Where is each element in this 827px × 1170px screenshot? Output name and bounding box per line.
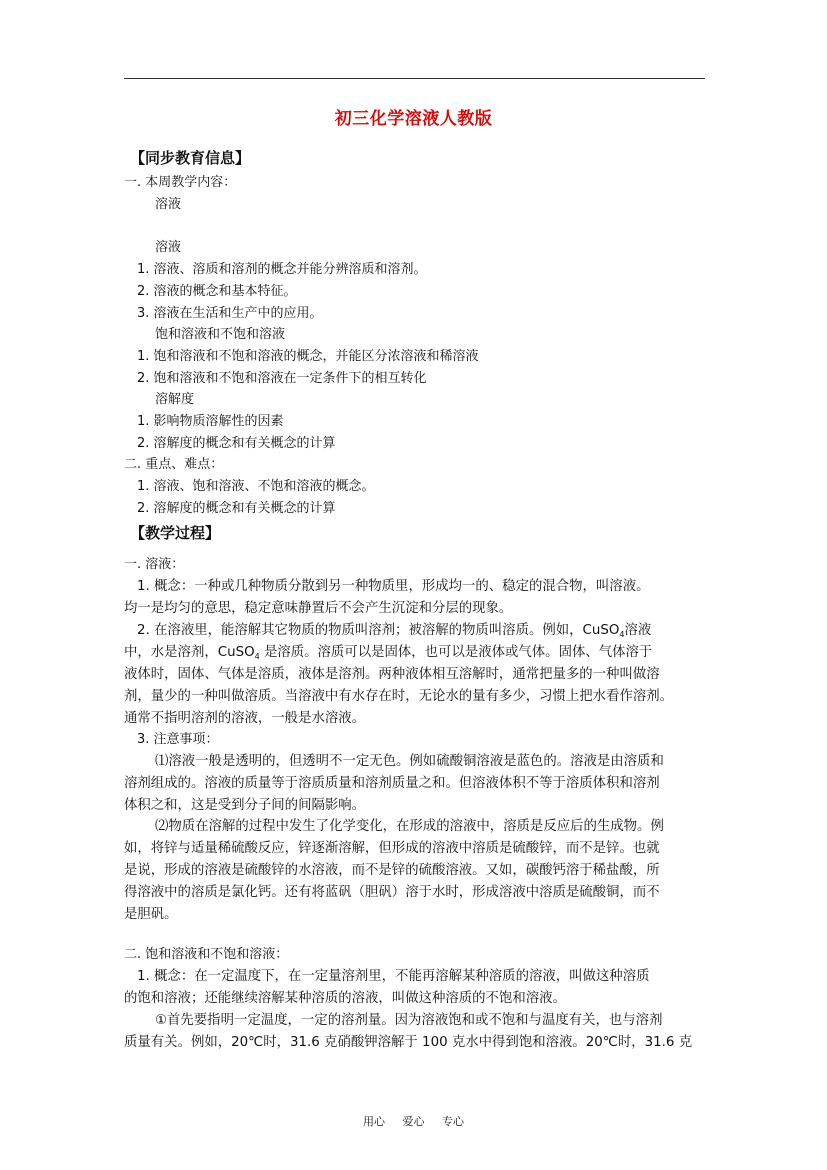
subtopic-heading: 溶液	[155, 240, 182, 255]
section-heading: 二. 重点、难点：	[124, 457, 224, 472]
footer-text: 用心	[363, 1115, 385, 1128]
paragraph-line: 溶剂组成的。溶液的质量等于溶质质量和溶剂质量之和。但溶液体积不等于溶质体积和溶剂	[124, 776, 660, 791]
info-heading: 【同步教育信息】	[130, 149, 251, 167]
section-heading: 二. 饱和溶液和不饱和溶液：	[124, 947, 289, 962]
list-item: 2. 溶解度的概念和有关概念的计算	[137, 501, 336, 516]
footer-text: 专心	[442, 1115, 464, 1128]
page-footer	[0, 1113, 827, 1129]
paragraph-line: 1. 概念：一种或几种物质分散到另一种物质里，形成均一的、稳定的混合物，叫溶液。	[137, 579, 650, 594]
subtopic-heading: 溶解度	[155, 392, 195, 407]
paragraph-line: 2. 在溶液里，能溶解其它物质的物质叫溶剂；被溶解的物质叫溶质。例如，CuSO$_4$溶液	[137, 623, 652, 639]
paragraph-line: ⑴溶液一般是透明的，但透明不一定无色。例如硫酸铜溶液是蓝色的。溶液是由溶质和	[155, 754, 664, 769]
paragraph-line: 剂，量少的一种叫做溶质。当溶液中有水存在时，无论水的量有多少，习惯上把水看作溶剂。	[124, 689, 674, 704]
list-item: 1. 溶液、溶质和溶剂的概念并能分辨溶质和溶剂。	[137, 262, 427, 277]
section-heading: 一. 溶液：	[124, 557, 185, 572]
paragraph-line: 是说，形成的溶液是硫酸锌的水溶液，而不是锌的硫酸溶液。又如，碳酸钙溶于稀盐酸，所	[124, 863, 660, 878]
paragraph-line: 如，将锌与适量稀硫酸反应，锌逐渐溶解，但形成的溶液中溶质是硫酸锌，而不是锌。也就	[124, 841, 660, 856]
paragraph-line: ①首先要指明一定温度，一定的溶剂量。因为溶液饱和或不饱和与温度有关，也与溶剂	[155, 1013, 663, 1028]
subtopic-heading: 饱和溶液和不饱和溶液	[155, 327, 286, 342]
section-heading: 一. 本周教学内容：	[124, 175, 237, 190]
list-item: 3. 注意事项：	[137, 732, 219, 747]
page-title: 初三化学溶液人教版	[334, 109, 493, 129]
paragraph-line: 液体时，固体、气体是溶质，液体是溶剂。两种液体相互溶解时，通常把量多的一种叫做溶	[124, 667, 660, 682]
process-heading: 【教学过程】	[130, 524, 221, 542]
paragraph-line: 体积之和，这是受到分子间的间隔影响。	[124, 798, 366, 813]
topic-line: 溶液	[155, 197, 182, 212]
paragraph-line: 1. 概念：在一定温度下，在一定量溶剂里，不能再溶解某种溶质的溶液，叫做这种溶质	[137, 969, 650, 984]
list-item: 2. 饱和溶液和不饱和溶液在一定条件下的相互转化	[137, 371, 427, 386]
paragraph-line: 得溶液中的溶质是氯化钙。还有将蓝矾（胆矾）溶于水时，形成溶液中溶质是硫酸铜，而不	[124, 885, 660, 900]
footer-text: 爱心	[402, 1115, 425, 1128]
list-item: 1. 影响物质溶解性的因素	[137, 414, 284, 429]
list-item: 2. 溶解度的概念和有关概念的计算	[137, 436, 336, 451]
subscript: 4	[254, 652, 260, 661]
paragraph-line: 通常不指明溶剂的溶液，一般是水溶液。	[124, 711, 366, 726]
paragraph-line: 中，水是溶剂，CuSO$_4$ 是溶质。溶质可以是固体，也可以是液体或气体。固体、气体溶于	[124, 645, 653, 661]
paragraph-line: 的饱和溶液；还能继续溶解某种溶质的溶液，叫做这种溶质的不饱和溶液。	[124, 991, 566, 1006]
list-item: 3. 溶液在生活和生产中的应用。	[137, 306, 323, 321]
list-item: 2. 溶液的概念和基本特征。	[137, 284, 297, 299]
list-item: 1. 饱和溶液和不饱和溶液的概念，并能区分浓溶液和稀溶液	[137, 349, 479, 364]
paragraph-line: 是胆矾。	[124, 907, 178, 922]
list-item: 1. 溶液、饱和溶液、不饱和溶液的概念。	[137, 479, 375, 494]
paragraph-line: 质量有关。例如，20℃时，31.6 克硝酸钾溶解于 100 克水中得到饱和溶液。20℃时，31.6 克	[124, 1035, 693, 1050]
header-rule	[124, 78, 705, 79]
subscript: 4	[619, 630, 625, 639]
paragraph-line: 均一是均匀的意思，稳定意味静置后不会产生沉淀和分层的现象。	[124, 601, 513, 616]
paragraph-line: ⑵物质在溶解的过程中发生了化学变化，在形成的溶液中，溶质是反应后的生成物。例	[155, 819, 664, 834]
